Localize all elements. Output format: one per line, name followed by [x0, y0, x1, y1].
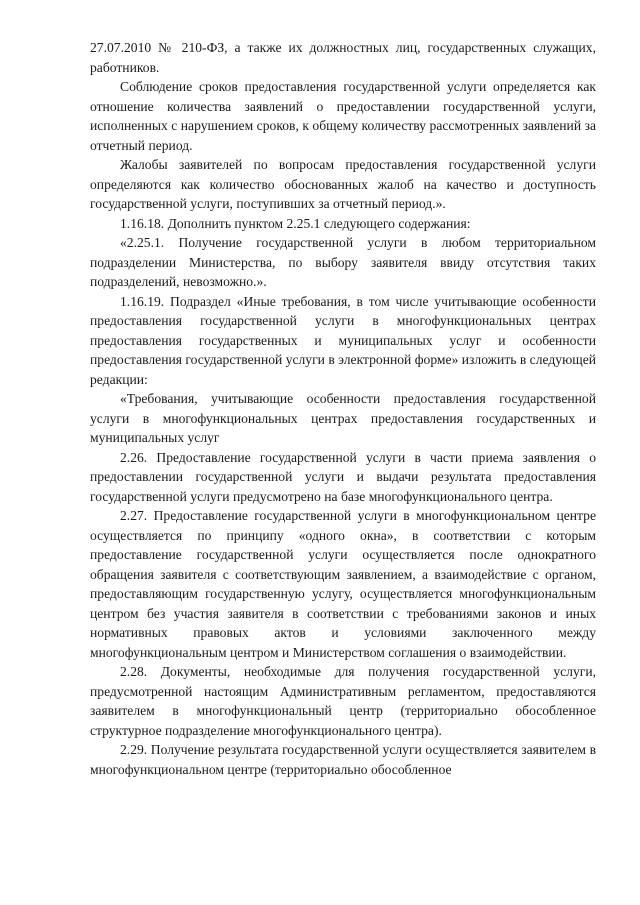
paragraph-2-29: 2.29. Получение результата государственной услуги осуществляется заявителем в многофункциональном центре (территориально обособленное	[90, 742, 596, 777]
paragraph-continuation: 27.07.2010 № 210-ФЗ, а также их должностных лиц, государственных служащих, работников.	[90, 40, 596, 75]
paragraph-2-28: 2.28. Документы, необходимые для получения государственной услуги, предусмотренной настоящим Административным регламентом, предоставляются заявителем в многофункциональный центр (территориально обособленное структурное подразделение многофункционального центра).	[90, 664, 596, 738]
paragraph-deadline-compliance: Соблюдение сроков предоставления государственной услуги определяется как отношение количества заявлений о предоставлении государственной услуги, исполненных с нарушением сроков, к общему количеству рассмотренных заявлений за отчетный период.	[90, 79, 596, 153]
document-page	[90, 38, 596, 779]
paragraph-2-25-1: «2.25.1. Получение государственной услуги в любом территориальном подразделении Министерства, по выбору заявителя ввиду отсутствия таких подразделений, невозможно.».	[90, 235, 596, 289]
paragraph-1-16-18: 1.16.18. Дополнить пунктом 2.25.1 следующего содержания:	[120, 215, 471, 231]
paragraph-2-26: 2.26. Предоставление государственной услуги в части приема заявления о предоставлении государственной услуги и выдачи результата предоставления государственной услуги предусмотрено на базе многофункционального центра.	[90, 449, 596, 504]
paragraph-1-16-19: 1.16.19. Подраздел «Иные требования, в том числе учитывающие особенности предоставления государственной услуги в многофункциональных центрах предоставления государственных и муниципальных услуг и особенности предоставления государственной услуги в электронной форме» изложить в следующей редакции:	[90, 293, 596, 387]
paragraph-2-27: 2.27. Предоставление государственной услуги в многофункциональном центре осуществляется по принципу «одного окна», в соответствии с которым предоставление государственной услуги осуществляется после однократного обращения заявителя с соответствующим заявлением, а взаимодействие с органом, предоставляющим государственную услугу, осуществляется многофункциональным центром без участия заявителя в соответствии с требованиями законов и иных нормативных правовых актов и условиями заключенного между многофункциональным центром и Министерством соглашения о взаимодействии.	[90, 508, 596, 660]
paragraph-requirements-heading: «Требования, учитывающие особенности предоставления государственной услуги в многофункциональных центрах предоставления государственных и муниципальных услуг	[90, 391, 596, 445]
paragraph-complaints: Жалобы заявителей по вопросам предоставления государственной услуги определяются как количество обоснованных жалоб на качество и доступность государственной услуги, поступивших за отчетный период.».	[90, 157, 596, 211]
